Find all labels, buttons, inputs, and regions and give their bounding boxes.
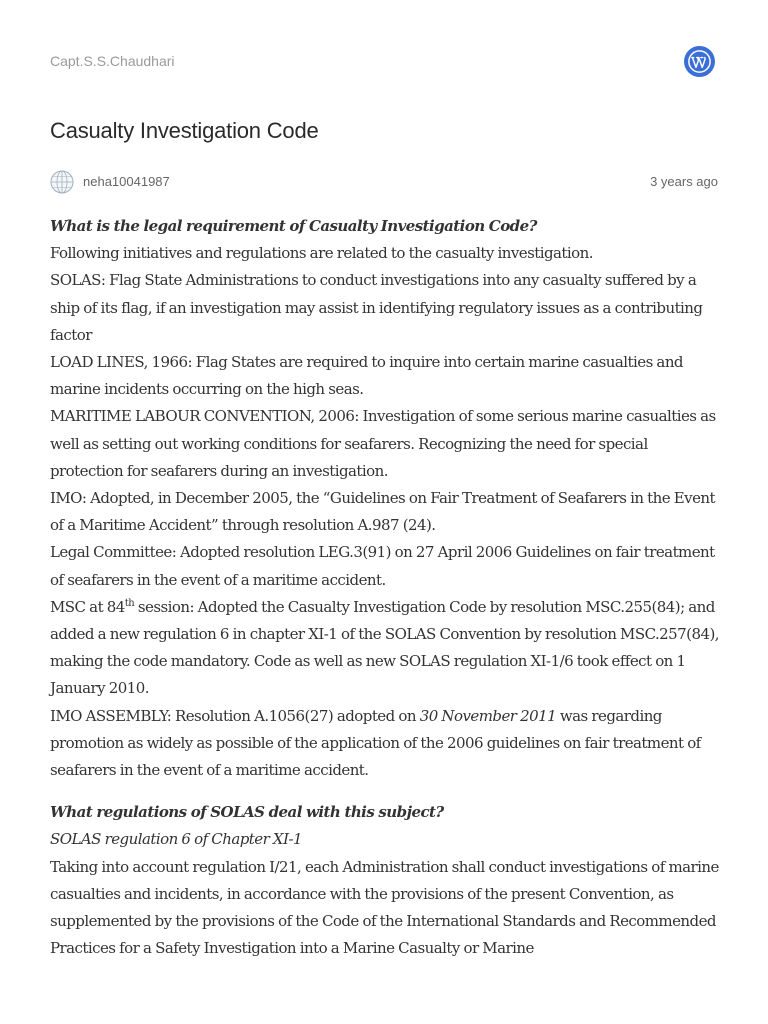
paragraph: Taking into account regulation I/21, each Administration shall conduct investigations of marine casualties and incidents, in accordance with the provisions of the present Convention, as supplemented by the provisions of the Code of the International Standards and Recommended Practices for a Safety Investigation into a Marine Casualty or Marine [50,857,719,958]
paragraph: LOAD LINES, 1966: Flag States are required to inquire into certain marine casualties and marine incidents occurring on the high seas. [50,353,683,399]
globe-avatar-icon[interactable] [50,170,74,194]
paragraph [50,703,720,785]
wordpress-glyph [687,49,712,74]
text-span: session: Adopted the Casualty Investigation Code by resolution MSC.255(84); and added a new regulation 6 in chapter XI-1 of the SOLAS Convention by resolution MSC.257(84), making the code mandatory. Code as well as new SOLAS regulation XI-1/6 took effect on 1 January 2010. [50,597,719,698]
text-span: IMO ASSEMBLY: Resolution A.1056(27) adopted on [50,706,420,725]
paragraph: SOLAS: Flag State Administrations to conduct investigations into any casualty suffered by a ship of its flag, if an investigation may assist in identifying regulatory issues as a contributing factor [50,271,703,344]
post-time: 3 years ago [650,174,718,189]
paragraph [50,594,720,703]
paragraph: IMO: Adopted, in December 2005, the “Guidelines on Fair Treatment of Seafarers in the Event of a Maritime Accident” through resolution A.987 (24). [50,489,716,535]
author-name[interactable]: neha10041987 [83,174,170,189]
spacer [50,784,720,799]
subheading: SOLAS regulation 6 of Chapter XI-1 [50,830,302,849]
question-heading: What is the legal requirement of Casualty Investigation Code? [50,217,537,235]
question-heading: What regulations of SOLAS deal with this subject? [50,803,444,822]
superscript: th [124,597,135,609]
site-title[interactable]: Capt.S.S.Chaudhari [50,53,175,69]
wordpress-icon[interactable] [684,46,715,77]
text-span: was regarding promotion as widely as possible of the application of the 2006 guidelines on fair treatment of seafarers in the event of a maritime accident. [50,706,701,780]
paragraph: Legal Committee: Adopted resolution LEG.3(91) on 27 April 2006 Guidelines on fair treatment of seafarers in the event of a maritime accident. [50,543,715,589]
post-meta [50,170,718,194]
post-title: Casualty Investigation Code [50,118,319,143]
article-body [50,213,720,962]
paragraph: MARITIME LABOUR CONVENTION, 2006: Investigation of some serious marine casualties as well as setting out working conditions for seafarers. Recognizing the need for special protection for seafarers during an investigation. [50,407,716,480]
text-span: MSC at 84 [50,597,125,616]
paragraph: Following initiatives and regulations are related to the casualty investigation. [50,244,593,263]
date-text: 30 November 2011 [419,706,557,725]
